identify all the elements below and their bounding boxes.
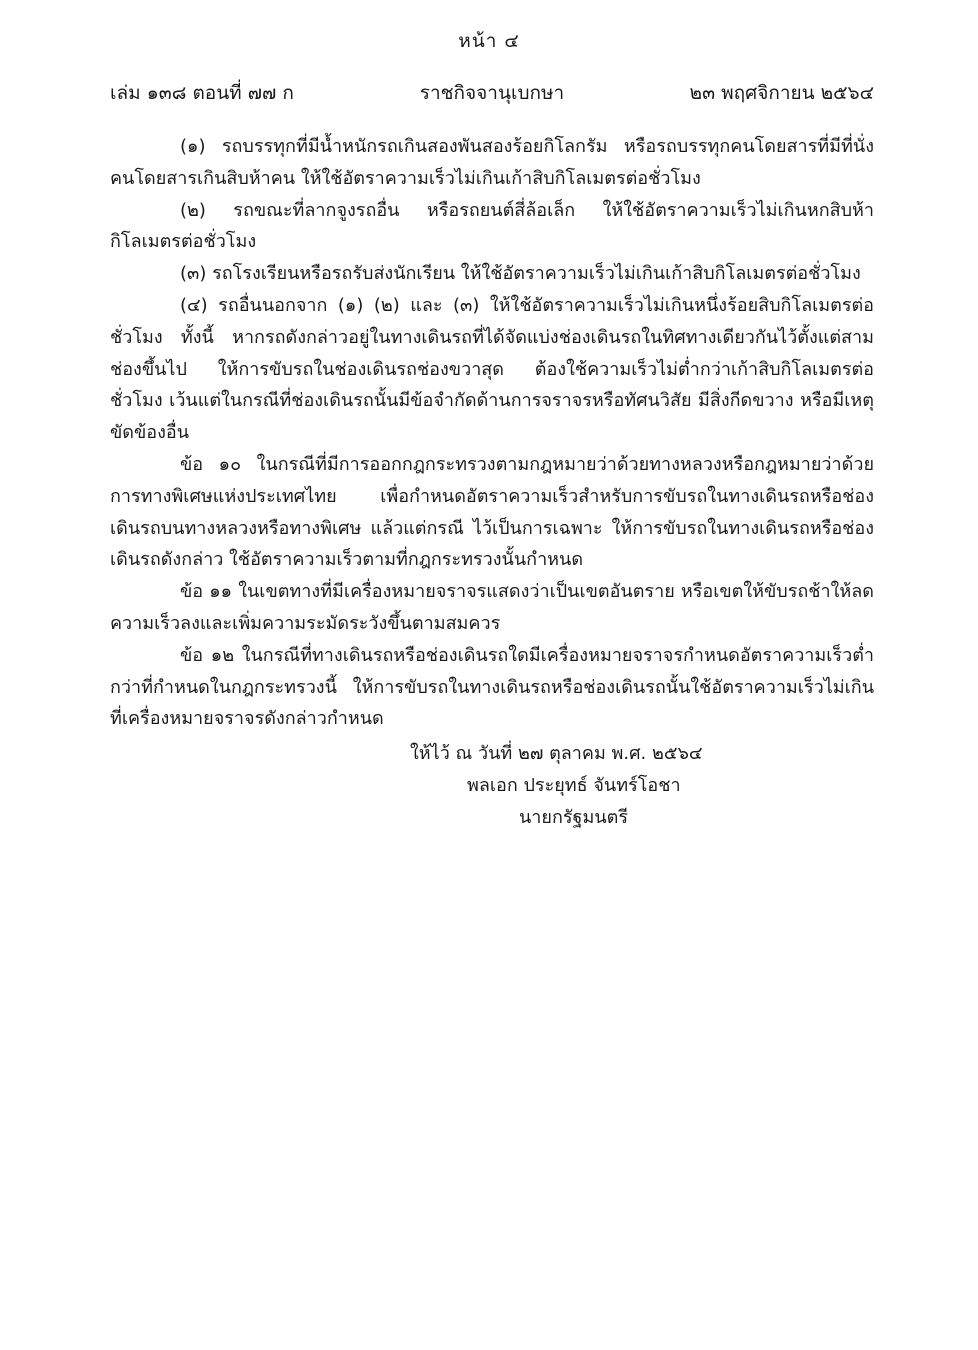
volume-issue: เล่ม ๑๓๘ ตอนที่ ๗๗ ก — [110, 82, 294, 104]
gazette-header — [110, 78, 874, 106]
signatory-name: พลเอก ประยุทธ์ จันทร์โอชา — [467, 775, 681, 796]
given-date: ให้ไว้ ณ วันที่ ๒๗ ตุลาคม พ.ศ. ๒๕๖๔ — [410, 743, 703, 764]
clause-1: (๑) รถบรรทุกที่มีน้ำหนักรถเกินสองพันสองร้อยกิโลกรัม หรือรถบรรทุกคนโดยสารที่มีที่นั่งคนโดยสารเกินสิบห้าคน ให้ใช้อัตราความเร็วไม่เกินเก้าสิบกิโลเมตรต่อชั่วโมง — [110, 136, 874, 189]
regulation-body — [110, 131, 874, 735]
publication-date: ๒๓ พฤศจิกายน ๒๕๖๔ — [689, 82, 874, 104]
clause-2: (๒) รถขณะที่ลากจูงรถอื่น หรือรถยนต์สี่ล้อเล็ก ให้ใช้อัตราความเร็วไม่เกินหกสิบห้ากิโลเมตรต่อชั่วโมง — [110, 199, 874, 253]
signatory-title: นายกรัฐมนตรี — [519, 807, 628, 828]
clause-3: (๓) รถโรงเรียนหรือรถรับส่งนักเรียน ให้ใช้อัตราความเร็วไม่เกินเก้าสิบกิโลเมตรต่อชั่วโมง — [180, 263, 861, 285]
clause-4: (๔) รถอื่นนอกจาก (๑) (๒) และ (๓) ให้ใช้อัตราความเร็วไม่เกินหนึ่งร้อยสิบกิโลเมตรต่อชั่วโมง ทั้งนี้ หากรถดังกล่าวอยู่ในทางเดินรถที่ได้จัดแบ่งช่องเดินรถในทิศทางเดียวกันไว้ตั้งแต่สามช่องขึ้นไป ให้การขับรถในช่องเดินรถช่องขวาสุด ต้องใช้ความเร็วไม่ต่ำกว่าเก้าสิบกิโลเมตรต่อชั่วโมง เว้นแต่ในกรณีที่ช่องเดินรถนั้นมีข้อจำกัดด้านการจราจรหรือทัศนวิสัย มีสิ่งกีดขวาง หรือมีเหตุขัดข้องอื่น — [110, 294, 874, 444]
gazette-name: ราชกิจจานุเบกษา — [419, 82, 565, 104]
article-10: ข้อ ๑๐ ในกรณีที่มีการออกกฎกระทรวงตามกฎหมายว่าด้วยทางหลวงหรือกฎหมายว่าด้วยการทางพิเศษแห่งประเทศไทย เพื่อกำหนดอัตราความเร็วสำหรับการขับรถในทางเดินรถหรือช่องเดินรถบนทางหลวงหรือทางพิเศษ แล้วแต่กรณี ไว้เป็นการเฉพาะ ให้การขับรถในทางเดินรถหรือช่องเดินรถดังกล่าว ใช้อัตราความเร็วตามที่กฎกระทรวงนั้นกำหนด — [110, 453, 874, 571]
page-number: หน้า ๔ — [458, 30, 520, 52]
article-11: ข้อ ๑๑ ในเขตทางที่มีเครื่องหมายจราจรแสดงว่าเป็นเขตอันตราย หรือเขตให้ขับรถช้าให้ลดความเร็วลงและเพิ่มความระมัดระวังขึ้นตามสมควร — [110, 581, 874, 634]
article-12: ข้อ ๑๒ ในกรณีที่ทางเดินรถหรือช่องเดินรถใดมีเครื่องหมายจราจรกำหนดอัตราความเร็วต่ำกว่าที่กำหนดในกฎกระทรวงนี้ ให้การขับรถในทางเดินรถหรือช่องเดินรถนั้นใช้อัตราความเร็วไม่เกินที่เครื่องหมายจราจรดังกล่าวกำหนด — [110, 644, 874, 730]
